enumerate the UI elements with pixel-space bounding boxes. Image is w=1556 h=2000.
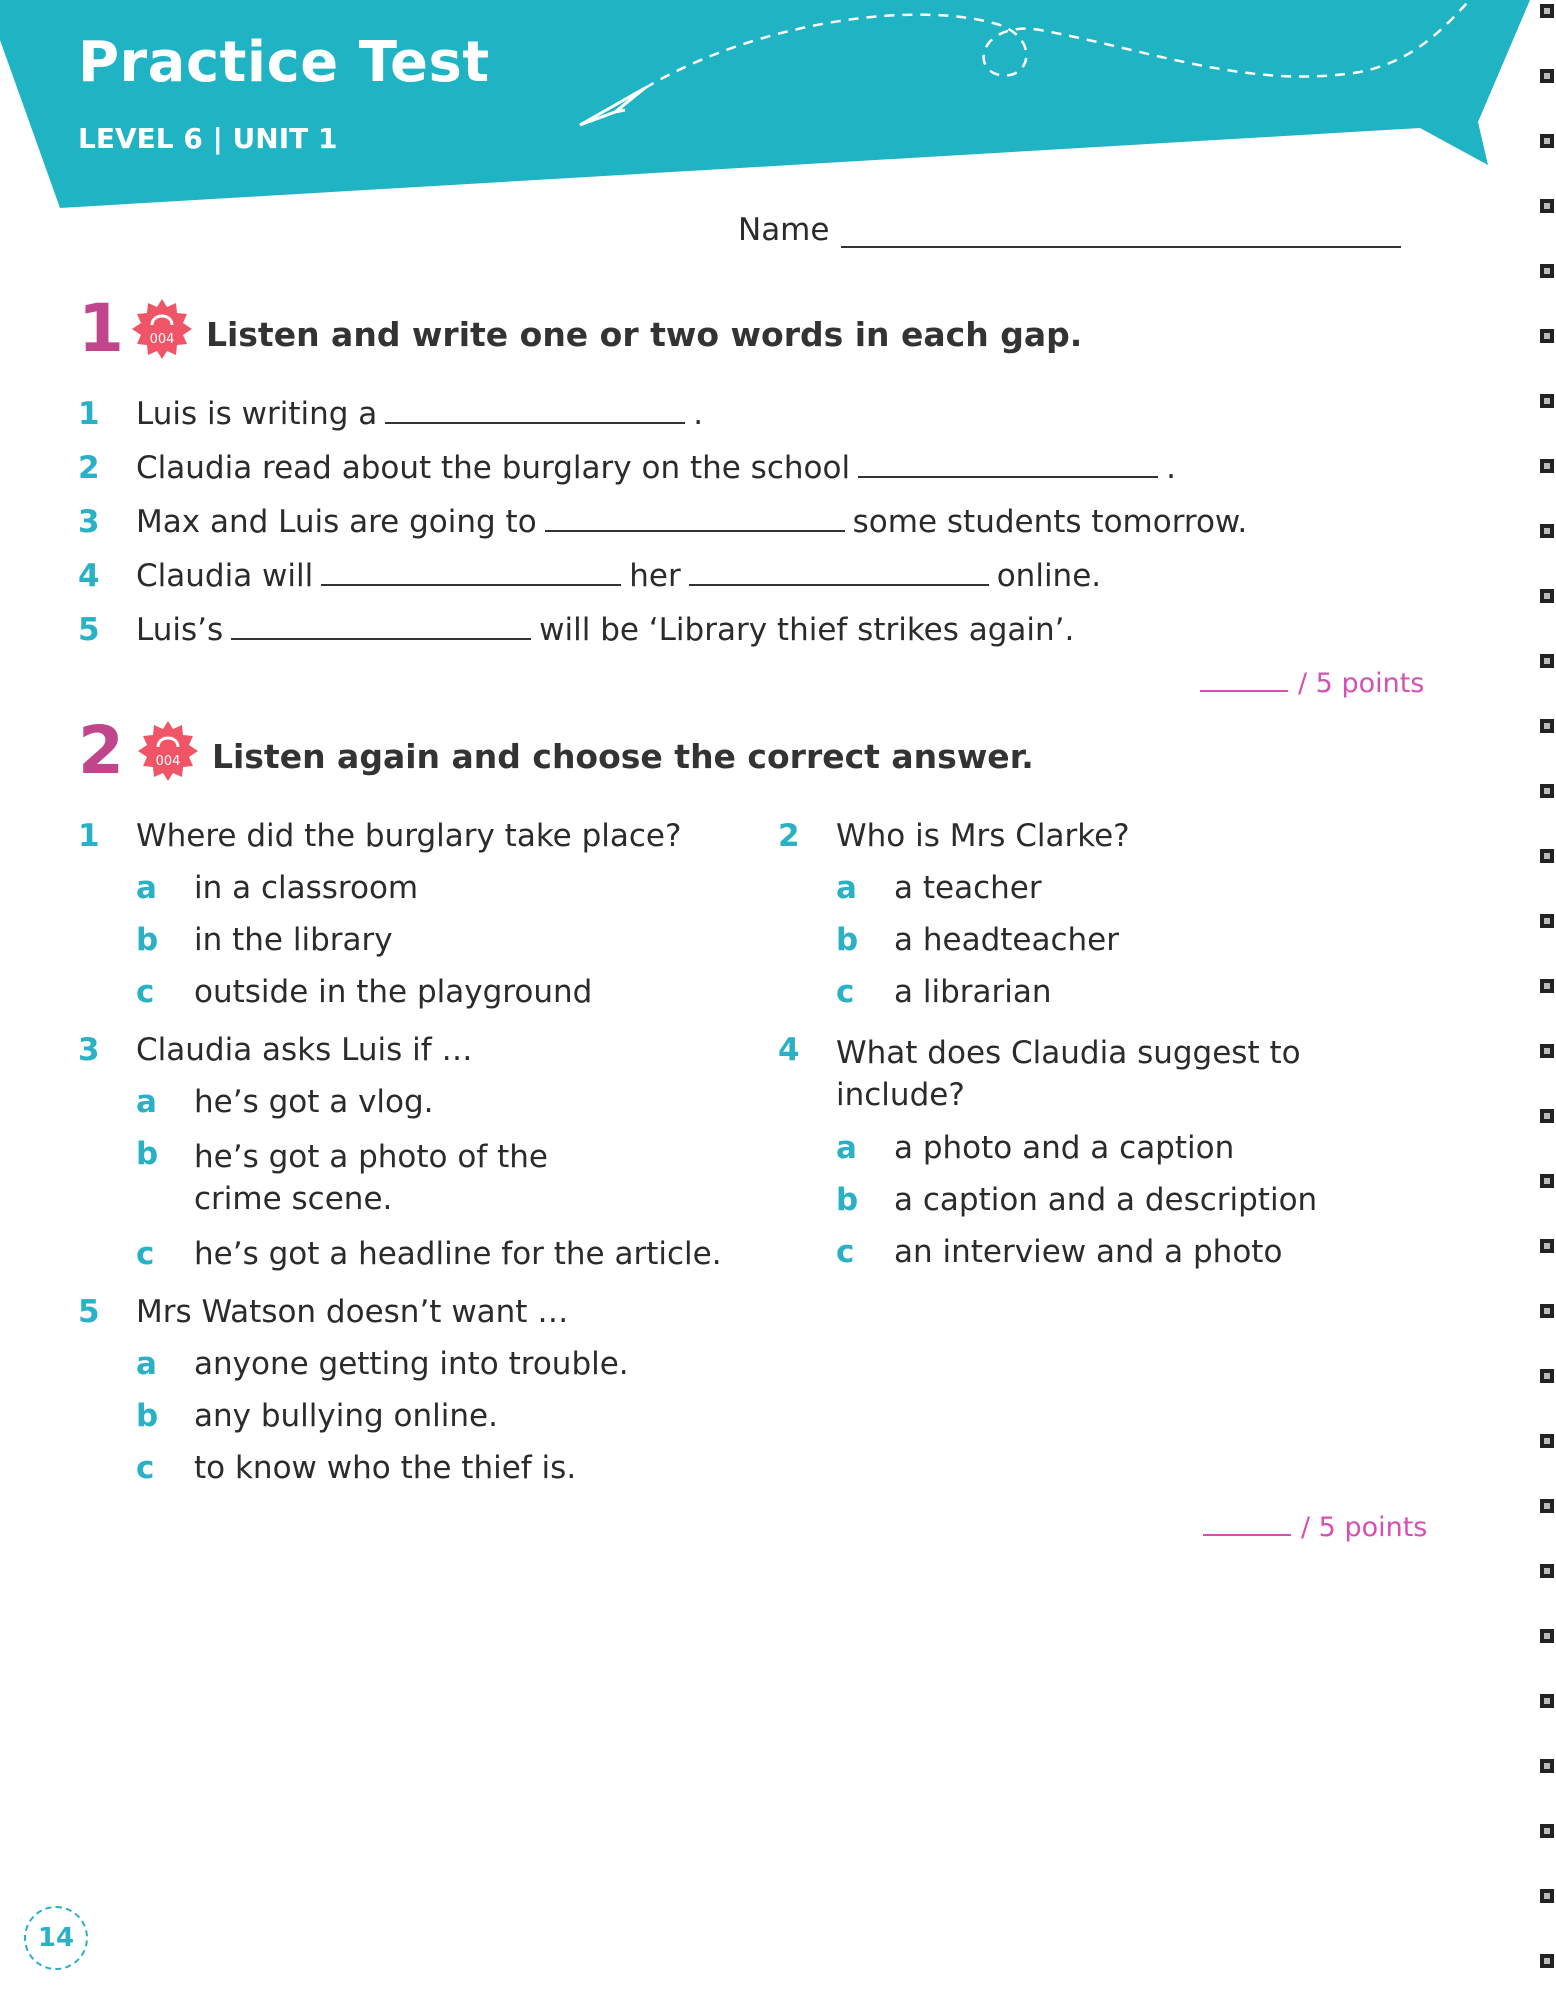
spiral-ring-highlight (1544, 268, 1550, 274)
gap-item-5 (78, 612, 1074, 648)
level-unit-label: LEVEL 6 | UNIT 1 (78, 122, 338, 155)
item-text: Claudia read about the burglary on the school (136, 450, 851, 486)
section2-instruction: Listen again and choose the correct answer. (211, 736, 1034, 776)
question-number: 4 (778, 1032, 800, 1068)
option-b[interactable] (136, 1136, 758, 1220)
score-input-line[interactable] (1200, 670, 1288, 692)
spiral-ring-highlight (1544, 203, 1550, 209)
question-text: Claudia asks Luis if … (136, 1032, 473, 1068)
option-a[interactable] (836, 1130, 1338, 1166)
option-b[interactable] (136, 922, 718, 958)
spiral-ring-highlight (1544, 73, 1550, 79)
item-text-after: will be ‘Library thief strikes again’. (539, 612, 1075, 648)
answer-gap[interactable] (385, 398, 685, 424)
section1-instruction: Listen and write one or two words in each gap. (205, 314, 1083, 354)
item-number: 1 (78, 396, 100, 432)
option-letter: a (836, 870, 857, 906)
option-a[interactable] (836, 870, 1338, 906)
option-letter: c (136, 1236, 155, 1272)
option-b[interactable] (136, 1398, 758, 1434)
option-text: anyone getting into trouble. (194, 1346, 629, 1382)
audio-track-number: 004 (155, 754, 181, 769)
spiral-ring-highlight (1544, 788, 1550, 794)
option-text: in a classroom (194, 870, 419, 906)
spiral-ring-highlight (1544, 918, 1550, 924)
mc-question-3 (78, 1032, 758, 1272)
question-text: What does Claudia suggest to include? (836, 1035, 1301, 1113)
option-text: outside in the playground (194, 974, 593, 1010)
item-text: Luis’s (136, 612, 224, 648)
spiral-ring-highlight (1544, 1308, 1550, 1314)
item-text-middle: her (629, 558, 681, 594)
mc-question-4 (778, 1032, 1338, 1270)
option-letter: a (136, 1084, 157, 1120)
item-text-after: some students tomorrow. (852, 504, 1248, 540)
section1-heading (78, 290, 1083, 367)
item-text-after: . (1166, 450, 1176, 486)
option-letter: a (836, 1130, 857, 1166)
spiral-ring-highlight (1544, 1048, 1550, 1054)
mc-question-1 (78, 818, 718, 1010)
question-number: 5 (78, 1294, 100, 1330)
spiral-ring-highlight (1544, 1373, 1550, 1379)
gap-item-4 (78, 558, 1101, 594)
question-number: 2 (778, 818, 800, 854)
option-letter: b (136, 1136, 159, 1172)
spiral-ring-highlight (1544, 1243, 1550, 1249)
page-title: Practice Test (78, 30, 490, 95)
option-text: a photo and a caption (894, 1130, 1235, 1166)
item-text: Claudia will (136, 558, 314, 594)
spiral-ring-highlight (1544, 1178, 1550, 1184)
option-b[interactable] (836, 922, 1338, 958)
points-label: / 5 points (1298, 668, 1425, 699)
option-text: any bullying online. (194, 1398, 498, 1434)
option-text: a headteacher (894, 922, 1119, 958)
question-text: Who is Mrs Clarke? (836, 818, 1130, 854)
answer-gap[interactable] (321, 560, 621, 586)
page-number: 14 (24, 1906, 88, 1970)
mc-question-5 (78, 1294, 758, 1486)
spiral-ring-highlight (1544, 723, 1550, 729)
option-letter: c (136, 974, 155, 1010)
spiral-ring-highlight (1544, 1568, 1550, 1574)
question-text: Mrs Watson doesn’t want … (136, 1294, 569, 1330)
option-c[interactable] (836, 974, 1338, 1010)
option-text: he’s got a photo of the crime scene. (194, 1139, 548, 1217)
option-text: a teacher (894, 870, 1042, 906)
question-number: 1 (78, 818, 100, 854)
section2-number: 2 (78, 712, 124, 789)
spiral-ring-highlight (1544, 1633, 1550, 1639)
option-text: to know who the thief is. (194, 1450, 577, 1486)
item-number: 3 (78, 504, 100, 540)
item-text-after: online. (996, 558, 1102, 594)
spiral-ring-highlight (1544, 1763, 1550, 1769)
question-text: Where did the burglary take place? (136, 818, 682, 854)
option-c[interactable] (136, 974, 718, 1010)
spiral-ring-highlight (1544, 398, 1550, 404)
name-field-row (738, 212, 1401, 248)
mc-question-2 (778, 818, 1338, 1010)
answer-gap-2[interactable] (689, 560, 989, 586)
option-c[interactable] (136, 1450, 758, 1486)
item-number: 2 (78, 450, 100, 486)
audio-track-icon (130, 297, 194, 361)
gap-item-3 (78, 504, 1247, 540)
spiral-ring-highlight (1544, 1893, 1550, 1899)
spiral-ring-highlight (1544, 983, 1550, 989)
spiral-ring-highlight (1544, 1503, 1550, 1509)
spiral-ring-highlight (1544, 853, 1550, 859)
option-letter: b (136, 1398, 159, 1434)
gap-item-1 (78, 396, 703, 432)
item-text: Luis is writing a (136, 396, 378, 432)
answer-gap[interactable] (231, 614, 531, 640)
question-number: 3 (78, 1032, 100, 1068)
spiral-ring-highlight (1544, 1113, 1550, 1119)
item-text-after: . (693, 396, 704, 432)
score-input-line[interactable] (1203, 1514, 1291, 1536)
option-b[interactable] (836, 1182, 1338, 1218)
section2-score (1203, 1512, 1427, 1543)
spiral-ring-highlight (1544, 658, 1550, 664)
answer-gap[interactable] (545, 506, 845, 532)
spiral-ring-highlight (1544, 528, 1550, 534)
option-text: a librarian (894, 974, 1052, 1010)
option-letter: b (836, 922, 859, 958)
spiral-ring-highlight (1544, 593, 1550, 599)
spiral-binding (1536, 0, 1556, 2000)
gap-item-2 (78, 450, 1176, 486)
option-letter: a (136, 1346, 157, 1382)
item-number: 4 (78, 558, 100, 594)
option-letter: b (836, 1182, 859, 1218)
option-a[interactable] (136, 1084, 758, 1120)
option-letter: c (836, 1234, 855, 1270)
item-text: Max and Luis are going to (136, 504, 537, 540)
section1-score (1200, 668, 1424, 699)
option-text: he’s got a headline for the article. (194, 1236, 722, 1272)
name-input-line[interactable] (841, 216, 1401, 248)
option-a[interactable] (136, 870, 718, 906)
option-text: an interview and a photo (894, 1234, 1283, 1270)
option-letter: b (136, 922, 159, 958)
item-number: 5 (78, 612, 100, 648)
option-c[interactable] (836, 1234, 1338, 1270)
option-letter: a (136, 870, 157, 906)
option-text: in the library (194, 922, 393, 958)
spiral-ring-highlight (1544, 8, 1550, 14)
section2-heading (78, 712, 1034, 789)
points-label: / 5 points (1301, 1512, 1428, 1543)
option-text: a caption and a description (894, 1182, 1318, 1218)
spiral-ring-highlight (1544, 463, 1550, 469)
audio-track-number: 004 (149, 332, 175, 347)
option-c[interactable] (136, 1236, 758, 1272)
option-a[interactable] (136, 1346, 758, 1382)
option-letter: c (836, 974, 855, 1010)
section1-number: 1 (78, 290, 124, 367)
spiral-ring-highlight (1544, 1828, 1550, 1834)
spiral-ring-highlight (1544, 1438, 1550, 1444)
spiral-ring-highlight (1544, 1698, 1550, 1704)
spiral-ring-highlight (1544, 138, 1550, 144)
spiral-ring-highlight (1544, 1958, 1550, 1964)
audio-track-icon (136, 719, 200, 783)
name-label: Name (738, 212, 830, 248)
option-text: he’s got a vlog. (194, 1084, 434, 1120)
answer-gap[interactable] (858, 452, 1158, 478)
option-letter: c (136, 1450, 155, 1486)
spiral-ring-highlight (1544, 333, 1550, 339)
